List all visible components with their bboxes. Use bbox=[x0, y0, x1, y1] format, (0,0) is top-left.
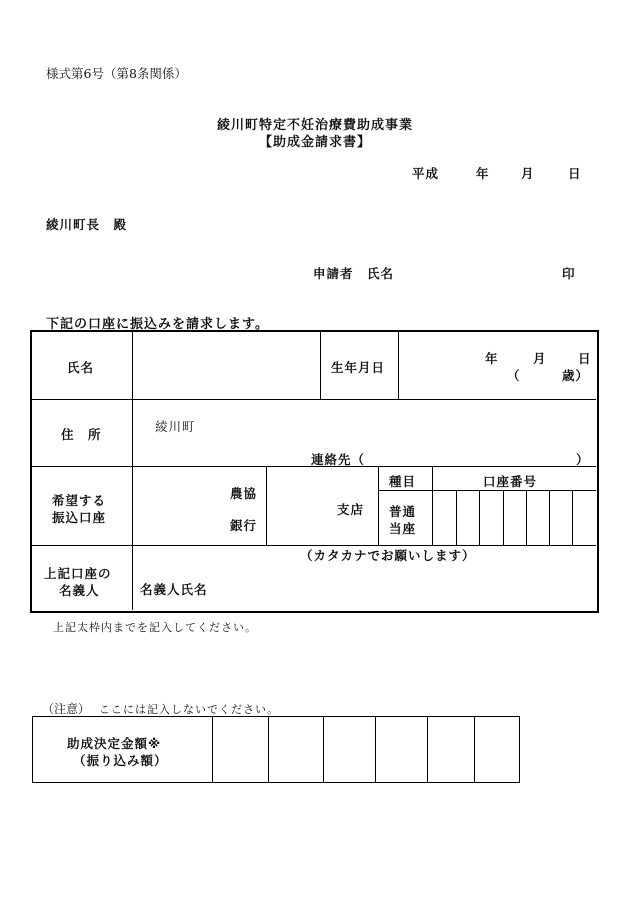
birthdate-field[interactable] bbox=[400, 332, 598, 398]
shiten-label: 支店 bbox=[337, 502, 365, 517]
contact-close: ） bbox=[576, 452, 590, 467]
date-month: 月 bbox=[521, 166, 535, 181]
caution-label: （注意） bbox=[42, 702, 91, 716]
col-divider bbox=[398, 332, 399, 399]
toza-option[interactable]: 当座 bbox=[389, 521, 417, 536]
applicant-name-label: 申請者 氏名 bbox=[313, 266, 395, 281]
bank-label-line2: 振込口座 bbox=[52, 510, 107, 525]
contact-label: 連絡先（ bbox=[311, 452, 366, 467]
type-label: 種目 bbox=[389, 474, 417, 489]
bank-label-line1: 希望する bbox=[52, 493, 107, 508]
amount-divider bbox=[427, 717, 428, 782]
row-divider bbox=[32, 399, 596, 400]
amount-label-line2: （振り込み額） bbox=[73, 753, 168, 768]
date-era: 平成 bbox=[412, 166, 440, 181]
row-divider bbox=[378, 490, 596, 491]
name-label: 氏名 bbox=[67, 360, 95, 375]
holder-label-line2: 名義人 bbox=[59, 583, 100, 598]
col-divider bbox=[432, 466, 433, 545]
col-divider bbox=[132, 332, 133, 610]
col-divider bbox=[378, 466, 379, 545]
amount-label-line1: 助成決定金額※ bbox=[67, 736, 162, 751]
addressee: 綾川町長 殿 bbox=[46, 217, 128, 232]
age-open: （ bbox=[507, 368, 521, 383]
birth-year-label: 年 bbox=[485, 351, 499, 366]
caution-text: ここには記入しないでください。 bbox=[99, 703, 279, 716]
digit-divider bbox=[549, 490, 550, 545]
holder-label-line1: 上記口座の bbox=[44, 566, 112, 581]
applicant-seal: 印 bbox=[562, 266, 576, 281]
digit-divider bbox=[526, 490, 527, 545]
amount-divider bbox=[323, 717, 324, 782]
digit-divider bbox=[503, 490, 504, 545]
birth-month-label: 月 bbox=[533, 351, 547, 366]
instruction-text: 下記の口座に振込みを請求します。 bbox=[46, 317, 269, 332]
name-field[interactable] bbox=[134, 332, 321, 398]
fill-instruction: 上記太枠内までを記入してください。 bbox=[53, 621, 257, 634]
birth-day-label: 日 bbox=[578, 351, 592, 366]
amount-divider bbox=[212, 717, 213, 782]
date-year: 年 bbox=[476, 166, 490, 181]
nokyo-label: 農協 bbox=[230, 486, 258, 501]
amount-divider bbox=[375, 717, 376, 782]
address-label: 住 所 bbox=[61, 427, 102, 442]
age-close: 歳） bbox=[562, 368, 590, 383]
address-value[interactable]: 綾川町 bbox=[155, 419, 196, 434]
col-divider bbox=[266, 466, 267, 545]
form-subtitle: 【助成金請求書】 bbox=[258, 135, 371, 150]
digit-divider bbox=[456, 490, 457, 545]
digit-divider bbox=[479, 490, 480, 545]
form-title: 綾川町特定不妊治療費助成事業 bbox=[216, 118, 413, 133]
form-number: 様式第6号（第8条関係） bbox=[46, 66, 187, 81]
birthdate-label: 生年月日 bbox=[331, 360, 386, 375]
account-number-label: 口座番号 bbox=[483, 474, 538, 489]
digit-divider bbox=[572, 490, 573, 545]
holder-name-label: 名義人氏名 bbox=[140, 582, 208, 597]
amount-divider bbox=[474, 717, 475, 782]
date-day: 日 bbox=[568, 166, 582, 181]
katakana-note: （カタカナでお願いします） bbox=[300, 548, 476, 563]
amount-divider bbox=[268, 717, 269, 782]
futsu-option[interactable]: 普通 bbox=[389, 504, 417, 519]
ginko-label: 銀行 bbox=[230, 518, 258, 533]
